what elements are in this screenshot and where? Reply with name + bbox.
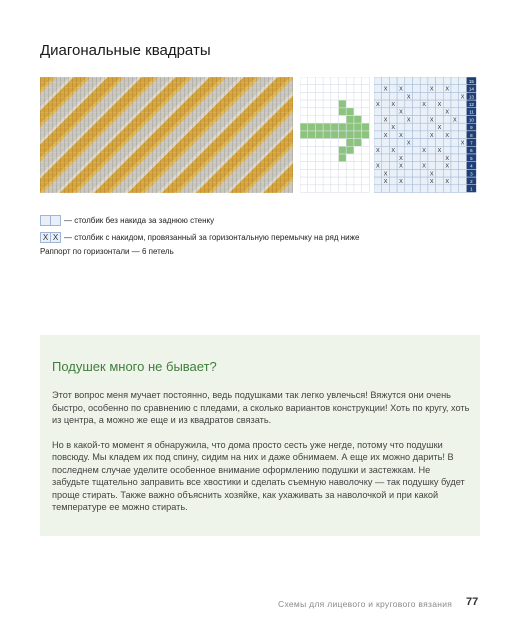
arrow-cell [316, 131, 323, 138]
chart-row-number: 11 [469, 109, 474, 115]
chart-mark: X [383, 117, 388, 124]
legend-x-cell: X [50, 232, 61, 243]
arrow-cell [347, 116, 354, 123]
chart-cell [420, 131, 428, 139]
chart-cell [459, 185, 467, 193]
chart-cell [397, 146, 405, 154]
chart-cell [374, 77, 382, 85]
chart-cell [382, 185, 390, 193]
chart-cell [382, 92, 390, 100]
chart-cell [451, 85, 459, 93]
chart-cell [374, 92, 382, 100]
chart-cell [405, 185, 413, 193]
chart-mark: X [429, 117, 434, 124]
chart-mark: X [429, 171, 434, 178]
chart-mark: X [383, 178, 388, 185]
chart-mark: X [460, 94, 465, 101]
chart-mark: X [383, 132, 388, 139]
chart-cell [397, 123, 405, 131]
chart-cell [405, 131, 413, 139]
chart-cell [443, 185, 451, 193]
chart-cell [436, 77, 444, 85]
chart-cell [451, 162, 459, 170]
chart-cell [389, 177, 397, 185]
section-title: Диагональные квадраты [40, 42, 211, 59]
chart-row-number: 12 [468, 101, 474, 107]
chart-cell [413, 162, 421, 170]
sidebar-box [40, 335, 480, 536]
chart-cell [389, 92, 397, 100]
chart-row-number: 7 [470, 140, 473, 146]
chart-cell [428, 123, 436, 131]
chart-cell [389, 162, 397, 170]
chart-mark: X [422, 163, 426, 170]
chart-mark: X [445, 155, 449, 162]
chart-cell [443, 77, 451, 85]
chart-mark: X [399, 178, 403, 185]
arrow-cell [354, 139, 361, 146]
chart-cell [374, 85, 382, 93]
chart-mark: X [422, 148, 426, 155]
chart-cell [451, 100, 459, 108]
chart-cell [451, 123, 459, 131]
chart-cell [374, 131, 382, 139]
chart-mark: X [406, 94, 411, 101]
chart-row-number: 10 [468, 117, 474, 123]
chart-cell [389, 154, 397, 162]
chart-cell [428, 77, 436, 85]
arrow-cell [354, 124, 361, 131]
chart-cell [382, 154, 390, 162]
chart-cell [428, 185, 436, 193]
chart-cell [436, 162, 444, 170]
arrow-cell [316, 124, 323, 131]
chart-cell [413, 92, 421, 100]
chart-cell [451, 139, 459, 147]
chart-cell [420, 185, 428, 193]
chart-cell [374, 108, 382, 116]
chart-cell [443, 100, 451, 108]
chart-cell [428, 139, 436, 147]
arrow-cell [339, 124, 346, 131]
chart-cell [413, 77, 421, 85]
chart-cell [436, 131, 444, 139]
chart-cell [389, 85, 397, 93]
chart-cell [413, 131, 421, 139]
chart-mark: X [437, 148, 442, 155]
chart-mark: X [437, 101, 442, 108]
knitted-sample-photo [40, 77, 293, 193]
arrow-cell [339, 100, 346, 107]
chart-cell [436, 92, 444, 100]
chart-cell [389, 77, 397, 85]
chart-cell [382, 146, 390, 154]
legend-text-1: — столбик без накида за заднюю стенку [64, 215, 215, 225]
chart-cell [413, 100, 421, 108]
chart-cell [451, 108, 459, 116]
chart-cell [420, 92, 428, 100]
chart-mark: X [429, 132, 434, 139]
chart-cell [413, 116, 421, 124]
legend-empty-cell [50, 215, 61, 226]
chart-row-number: 4 [470, 163, 473, 169]
chart-cell [436, 185, 444, 193]
chart-cell [397, 77, 405, 85]
chart-cell [436, 108, 444, 116]
chart-mark: X [445, 132, 449, 139]
page-number: 77 [466, 596, 479, 608]
chart-cell [459, 77, 467, 85]
chart-row-number: 13 [468, 94, 474, 100]
chart-cell [382, 123, 390, 131]
arrow-cell [354, 131, 361, 138]
chart-cell [413, 108, 421, 116]
arrow-cell [347, 108, 354, 115]
chart-cell [382, 139, 390, 147]
figure-row [40, 77, 480, 193]
chart-cell [405, 146, 413, 154]
chart-cell [413, 177, 421, 185]
arrow-cell [347, 147, 354, 154]
chart-row-number: 6 [470, 148, 473, 154]
chart-cell [428, 108, 436, 116]
chart-cell [374, 116, 382, 124]
chart-cell [405, 100, 413, 108]
arrow-cell [347, 124, 354, 131]
arrow-cell [300, 131, 307, 138]
arrow-cell [331, 131, 338, 138]
chart-mark: X [383, 86, 388, 93]
chart-mark: X [399, 86, 403, 93]
chart-cell [413, 85, 421, 93]
chart-cell [397, 92, 405, 100]
chart-cell [420, 85, 428, 93]
chart-mark: X [445, 86, 449, 93]
chart-cell [428, 146, 436, 154]
legend-row-2 [40, 230, 359, 244]
chart-mark: X [460, 140, 465, 147]
chart-cell [382, 162, 390, 170]
chart-cell [459, 108, 467, 116]
chart-cell [436, 169, 444, 177]
chart-mark: X [406, 117, 411, 124]
chart-cell [436, 116, 444, 124]
chart-cell [405, 85, 413, 93]
chart-cell [451, 185, 459, 193]
chart-cell [389, 169, 397, 177]
chart-cell [420, 154, 428, 162]
chart-mark: X [399, 109, 403, 116]
arrow-cell [339, 147, 346, 154]
arrow-cell [323, 131, 330, 138]
repeat-note: Раппорт по горизонтали — 6 петель [40, 247, 174, 256]
chart-cell [443, 92, 451, 100]
chart-cell [397, 100, 405, 108]
chart-cell [459, 116, 467, 124]
chart-mark: X [445, 163, 449, 170]
chart-cell [374, 123, 382, 131]
legend-text-2: — столбик с накидом, провязанный за горизонтальную перемычку на ряд ниже [64, 232, 360, 242]
chart-cell [413, 154, 421, 162]
chart-row-number: 8 [470, 132, 473, 138]
chart-cell [451, 177, 459, 185]
chart-cell [397, 139, 405, 147]
chart-mark: X [445, 178, 449, 185]
chart-cell [405, 154, 413, 162]
chart-cell [428, 100, 436, 108]
chart-cell [443, 123, 451, 131]
chart-cell [405, 123, 413, 131]
chart-cell [459, 146, 467, 154]
chart-cell [420, 177, 428, 185]
chart-cell [420, 108, 428, 116]
chart-cell [420, 116, 428, 124]
chart-cell [443, 139, 451, 147]
chart-cell [459, 85, 467, 93]
chart-cell [459, 131, 467, 139]
chart-cell [443, 116, 451, 124]
chart-cell [428, 154, 436, 162]
chart-cell [405, 162, 413, 170]
chart-cell [374, 139, 382, 147]
chart-cell [413, 185, 421, 193]
chart-cell [374, 169, 382, 177]
chart-mark: X [445, 109, 449, 116]
chart-mark: X [391, 101, 396, 108]
chart-cell [436, 85, 444, 93]
chart-mark: X [399, 132, 403, 139]
chart-cell [459, 177, 467, 185]
chart-mark: X [437, 125, 442, 132]
chart-cell [451, 169, 459, 177]
stitch-chart [374, 77, 480, 193]
arrow-cell [308, 131, 315, 138]
arrow-cell [339, 108, 346, 115]
chart-mark: X [453, 117, 457, 124]
legend [40, 213, 359, 256]
chart-cell [428, 92, 436, 100]
chart-cell [420, 139, 428, 147]
chart-cell [451, 77, 459, 85]
chart-cell [428, 162, 436, 170]
chart-cell [436, 139, 444, 147]
chart-row-number: 2 [470, 178, 473, 184]
chart-mark: X [429, 86, 434, 93]
chart-cell [397, 169, 405, 177]
chart-cell [374, 154, 382, 162]
chart-mark: X [429, 178, 434, 185]
chart-cell [374, 185, 382, 193]
chart-row-number: 9 [470, 125, 473, 131]
footer-running-title: Схемы для лицевого и кругового вязания [278, 599, 453, 609]
chart-cell [382, 108, 390, 116]
chart-cell [413, 169, 421, 177]
arrow-cell [323, 124, 330, 131]
chart-cell [382, 77, 390, 85]
arrow-cell [354, 116, 361, 123]
chart-mark: X [406, 140, 411, 147]
box-paragraph-2: Но в какой-то момент я обнаружила, что дома просто сесть уже негде, потому что подушки повсюду. Мы кладем их под спину, сидим на них и даже обнимаем. А еще их можно дарить! В последнем случае уделите особенное внимание оформлению подушки и застежкам. Не забудьте тщательно заправить все хвостики и сделать съемную наволочку — так подушку будет проще стирать. Также важно объяснить хозяйке, как ухаживать за наволочкой и при какой температуре ее можно стирать. [52, 439, 465, 512]
chart-cell [436, 154, 444, 162]
chart-mark: X [383, 171, 388, 178]
chart-cell [389, 108, 397, 116]
chart-cell [405, 177, 413, 185]
legend-row-1 [40, 213, 359, 227]
chart-row-number: 15 [468, 78, 474, 84]
chart-mark: X [391, 148, 396, 155]
chart-cell [389, 131, 397, 139]
chart-cell [420, 123, 428, 131]
chart-mark: X [376, 101, 380, 108]
chart-cell [443, 146, 451, 154]
arrow-cell [300, 124, 307, 131]
chart-cell [459, 154, 467, 162]
chart-mark: X [399, 163, 403, 170]
chart-mark: X [391, 125, 396, 132]
chart-cell [451, 154, 459, 162]
box-paragraph-1: Этот вопрос меня мучает постоянно, ведь подушками так легко увлечься! Вяжутся они очень быстро, особенно по сравнению с пледами, а сколько вариантов конструкции! Хоть по кругу, хоть из центра, а можно же еще и из квадратов связать. [52, 390, 470, 425]
chart-cell [413, 146, 421, 154]
arrow-cell [339, 131, 346, 138]
chart-cell [451, 131, 459, 139]
chart-cell [374, 177, 382, 185]
chart-mark: X [376, 163, 380, 170]
chart-cell [459, 162, 467, 170]
arrow-grid [300, 77, 370, 193]
chart-mark: X [422, 101, 426, 108]
arrow-cell [362, 131, 369, 138]
arrow-cell [308, 124, 315, 131]
chart-row-number: 1 [470, 186, 473, 192]
chart-cell [459, 169, 467, 177]
chart-row-number: 5 [470, 155, 473, 161]
box-title: Подушек много не бывает? [52, 359, 217, 374]
chart-cell [436, 177, 444, 185]
chart-cell [413, 139, 421, 147]
chart-cell [451, 146, 459, 154]
chart-cell [397, 185, 405, 193]
arrow-cell [362, 124, 369, 131]
chart-cell [443, 169, 451, 177]
chart-cell [459, 123, 467, 131]
legend-x-cell: X [40, 232, 51, 243]
chart-cell [451, 92, 459, 100]
chart-cell [413, 123, 421, 131]
chart-cell [405, 169, 413, 177]
arrow-cell [347, 139, 354, 146]
chart-cell [459, 100, 467, 108]
chart-cell [389, 139, 397, 147]
chart-cell [420, 77, 428, 85]
chart-mark: X [399, 155, 403, 162]
chart-cell [389, 116, 397, 124]
chart-row-number: 3 [470, 171, 473, 177]
arrow-cell [347, 131, 354, 138]
chart-row-number: 14 [468, 86, 474, 92]
chart-cell [420, 169, 428, 177]
chart-cell [405, 108, 413, 116]
chart-cell [397, 116, 405, 124]
box-text [52, 389, 470, 526]
arrow-cell [331, 124, 338, 131]
chart-cell [382, 100, 390, 108]
arrow-cell [339, 154, 346, 161]
chart-cell [389, 185, 397, 193]
chart-mark: X [376, 148, 380, 155]
chart-cell [405, 77, 413, 85]
